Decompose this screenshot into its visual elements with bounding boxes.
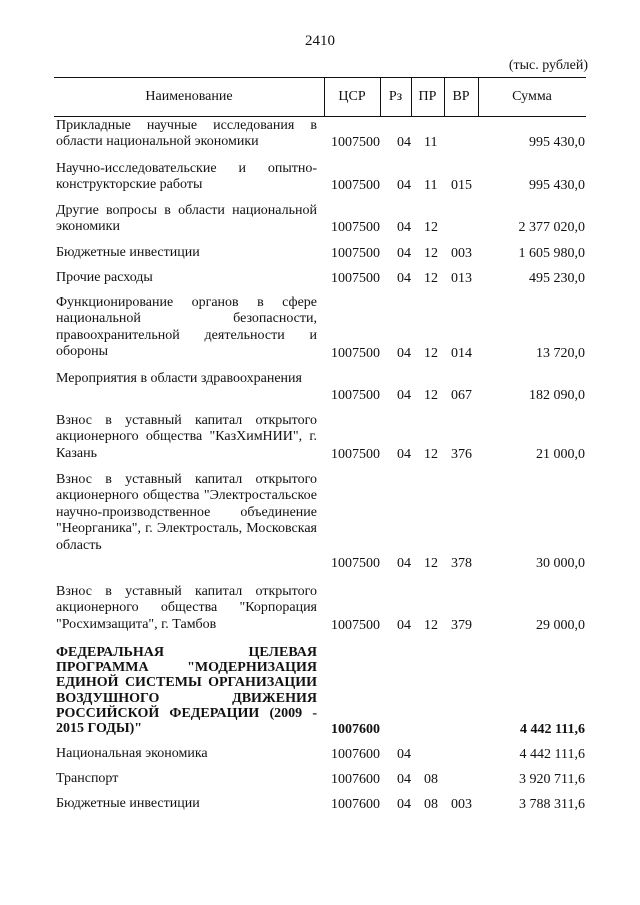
table-row-program [0,645,640,738]
row-vr: 376 [451,447,472,462]
row-sum: 21 000,0 [536,447,585,462]
row-rz: 04 [397,246,411,261]
row-rz: 04 [397,447,411,462]
row-pr: 12 [424,447,438,462]
row-csr: 1007600 [331,797,380,812]
row-vr: 014 [451,346,472,361]
row-rz: 04 [397,178,411,193]
row-pr: 12 [424,388,438,403]
row-name: Мероприятия в области здравоохранения [56,371,302,386]
row-pr: 12 [424,271,438,286]
row-name: Национальная экономика [56,746,208,761]
column-header-csr: ЦСР [338,89,366,104]
row-csr: 1007500 [331,246,380,261]
row-sum: 13 720,0 [536,346,585,361]
row-name: ФЕДЕРАЛЬНАЯ ЦЕЛЕВАЯ ПРОГРАММА "МОДЕРНИЗАЦИЯ ЕДИНОЙ СИСТЕМЫ ОРГАНИЗАЦИИ ВОЗДУШНОГО ДВИЖЕНИЯ РОССИЙСКОЙ ФЕДЕРАЦИИ (2009 - 2015 ГОДЫ)" [56,645,317,737]
table-row [0,161,640,194]
row-rz: 04 [397,556,411,571]
row-sum: 2 377 020,0 [518,220,585,235]
row-name: Транспорт [56,771,119,786]
row-vr: 015 [451,178,472,193]
row-csr: 1007500 [331,220,380,235]
row-sum: 182 090,0 [529,388,585,403]
row-csr: 1007500 [331,447,380,462]
row-rz: 04 [397,747,411,762]
row-pr: 12 [424,556,438,571]
table-row [0,472,640,572]
row-name: Бюджетные инвестиции [56,245,200,260]
column-header-rz: Рз [388,89,403,104]
row-sum: 4 442 111,6 [520,722,585,737]
row-sum: 495 230,0 [529,271,585,286]
table-row [0,245,640,262]
row-rz: 04 [397,797,411,812]
row-csr: 1007500 [331,556,380,571]
column-header-name: Наименование [145,89,233,104]
row-rz: 04 [397,772,411,787]
row-name: Функционирование органов в сфере национальной безопасности, правоохранительной деятельности и обороны [56,295,317,360]
row-vr: 003 [451,246,472,261]
row-sum: 3 788 311,6 [519,797,585,812]
row-pr: 08 [424,797,438,812]
row-pr: 12 [424,346,438,361]
table-row [0,203,640,236]
units-note: (тыс. рублей) [508,58,588,73]
row-csr: 1007500 [331,618,380,633]
row-sum: 3 920 711,6 [519,772,585,787]
row-name: Взнос в уставный капитал открытого акционерного общества "Электростальское научно-производственное объединение "Неорганика", г. Электросталь, Московская область [56,472,317,553]
row-csr: 1007600 [331,772,380,787]
row-sum: 1 605 980,0 [518,246,585,261]
row-csr: 1007500 [331,388,380,403]
row-vr: 013 [451,271,472,286]
row-rz: 04 [397,135,411,150]
row-sum: 30 000,0 [536,556,585,571]
row-pr: 12 [424,618,438,633]
row-name: Прочие расходы [56,270,153,285]
row-name: Другие вопросы в области национальной экономики [56,203,317,235]
table-row [0,771,640,788]
column-header-sum: Сумма [512,89,552,104]
table-row [0,413,640,463]
row-pr: 11 [424,135,438,150]
row-csr: 1007600 [331,747,380,762]
row-csr: 1007600 [331,722,380,737]
row-sum: 995 430,0 [529,178,585,193]
row-name: Научно-исследовательские и опытно-конструкторские работы [56,161,317,193]
row-vr: 379 [451,618,472,633]
row-sum: 995 430,0 [529,135,585,150]
table-row [0,584,640,634]
table-row [0,746,640,763]
row-pr: 11 [424,178,438,193]
row-csr: 1007500 [331,346,380,361]
page-number: 2410 [305,33,335,49]
row-csr: 1007500 [331,178,380,193]
table-row [0,796,640,813]
row-csr: 1007500 [331,271,380,286]
row-sum: 29 000,0 [536,618,585,633]
row-pr: 12 [424,220,438,235]
row-vr: 378 [451,556,472,571]
row-vr: 003 [451,797,472,812]
row-pr: 12 [424,246,438,261]
row-rz: 04 [397,618,411,633]
row-name: Взнос в уставный капитал открытого акционерного общества "КазХимНИИ", г. Казань [56,413,317,461]
row-name: Прикладные научные исследования в области национальной экономики [56,118,317,150]
row-sum: 4 442 111,6 [519,747,585,762]
row-csr: 1007500 [331,135,380,150]
table-row [0,270,640,287]
table-row [0,118,640,151]
column-header-vr: ВР [452,89,470,104]
row-rz: 04 [397,346,411,361]
table-row [0,371,640,404]
row-vr: 067 [451,388,472,403]
row-rz: 04 [397,388,411,403]
column-header-pr: ПР [418,89,437,104]
row-rz: 04 [397,271,411,286]
row-rz: 04 [397,220,411,235]
row-name: Бюджетные инвестиции [56,796,200,811]
row-name: Взнос в уставный капитал открытого акционерного общества "Корпорация "Росхимзащита", г. Тамбов [56,584,317,632]
row-pr: 08 [424,772,438,787]
table-row [0,295,640,362]
